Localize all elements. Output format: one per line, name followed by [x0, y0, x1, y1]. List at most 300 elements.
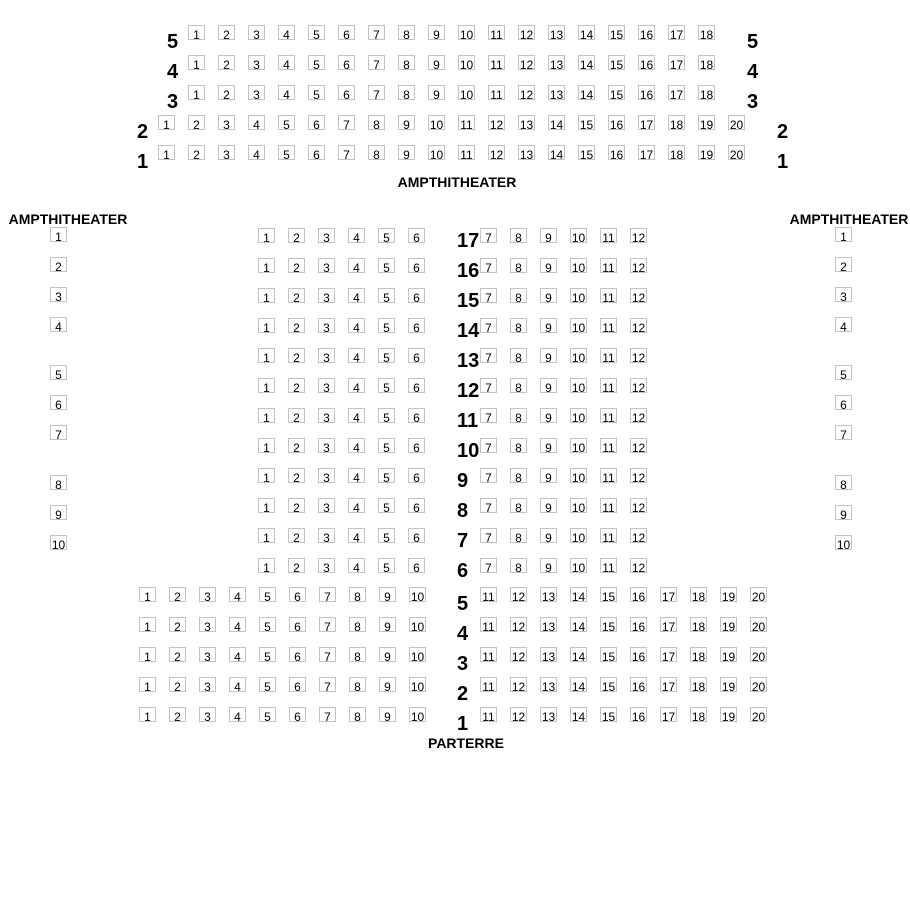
seat[interactable]: [608, 115, 625, 130]
seat[interactable]: [510, 348, 527, 363]
seat[interactable]: [218, 85, 235, 100]
seat[interactable]: [378, 258, 395, 273]
seat[interactable]: [540, 528, 557, 543]
seat[interactable]: [288, 228, 305, 243]
seat[interactable]: [378, 468, 395, 483]
seat[interactable]: [428, 55, 445, 70]
seat[interactable]: [540, 258, 557, 273]
seat[interactable]: [348, 438, 365, 453]
seat[interactable]: [258, 288, 275, 303]
seat[interactable]: [518, 25, 535, 40]
seat[interactable]: [835, 287, 852, 302]
seat[interactable]: [318, 258, 335, 273]
seat[interactable]: [428, 25, 445, 40]
seat[interactable]: [720, 707, 737, 722]
seat[interactable]: [668, 145, 685, 160]
seat[interactable]: [398, 115, 415, 130]
seat[interactable]: [690, 617, 707, 632]
seat[interactable]: [750, 647, 767, 662]
seat[interactable]: [540, 707, 557, 722]
seat[interactable]: [480, 378, 497, 393]
seat[interactable]: [188, 145, 205, 160]
seat[interactable]: [510, 288, 527, 303]
seat[interactable]: [409, 587, 426, 602]
seat[interactable]: [750, 617, 767, 632]
seat[interactable]: [668, 85, 685, 100]
seat[interactable]: [458, 55, 475, 70]
seat[interactable]: [630, 258, 647, 273]
seat[interactable]: [338, 25, 355, 40]
seat[interactable]: [488, 55, 505, 70]
seat[interactable]: [600, 647, 617, 662]
seat[interactable]: [348, 498, 365, 513]
seat[interactable]: [288, 498, 305, 513]
seat[interactable]: [570, 677, 587, 692]
seat[interactable]: [608, 145, 625, 160]
seat[interactable]: [318, 378, 335, 393]
seat[interactable]: [638, 115, 655, 130]
seat[interactable]: [480, 408, 497, 423]
seat[interactable]: [349, 617, 366, 632]
seat[interactable]: [229, 587, 246, 602]
seat[interactable]: [510, 498, 527, 513]
seat[interactable]: [319, 617, 336, 632]
seat[interactable]: [570, 408, 587, 423]
seat[interactable]: [378, 348, 395, 363]
seat[interactable]: [258, 468, 275, 483]
seat[interactable]: [480, 558, 497, 573]
seat[interactable]: [289, 707, 306, 722]
seat[interactable]: [378, 498, 395, 513]
seat[interactable]: [600, 318, 617, 333]
seat[interactable]: [349, 587, 366, 602]
seat[interactable]: [570, 587, 587, 602]
seat[interactable]: [510, 438, 527, 453]
seat[interactable]: [50, 227, 67, 242]
seat[interactable]: [540, 348, 557, 363]
seat[interactable]: [338, 115, 355, 130]
seat[interactable]: [318, 408, 335, 423]
seat[interactable]: [288, 348, 305, 363]
seat[interactable]: [835, 535, 852, 550]
seat[interactable]: [408, 378, 425, 393]
seat[interactable]: [379, 677, 396, 692]
seat[interactable]: [518, 145, 535, 160]
seat[interactable]: [278, 55, 295, 70]
seat[interactable]: [288, 258, 305, 273]
seat[interactable]: [630, 647, 647, 662]
seat[interactable]: [630, 587, 647, 602]
seat[interactable]: [188, 55, 205, 70]
seat[interactable]: [578, 25, 595, 40]
seat[interactable]: [338, 145, 355, 160]
seat[interactable]: [600, 438, 617, 453]
seat[interactable]: [510, 378, 527, 393]
seat[interactable]: [835, 395, 852, 410]
seat[interactable]: [368, 145, 385, 160]
seat[interactable]: [835, 365, 852, 380]
seat[interactable]: [229, 677, 246, 692]
seat[interactable]: [188, 85, 205, 100]
seat[interactable]: [630, 438, 647, 453]
seat[interactable]: [398, 25, 415, 40]
seat[interactable]: [698, 55, 715, 70]
seat[interactable]: [480, 707, 497, 722]
seat[interactable]: [50, 287, 67, 302]
seat[interactable]: [199, 677, 216, 692]
seat[interactable]: [348, 528, 365, 543]
seat[interactable]: [488, 25, 505, 40]
seat[interactable]: [408, 558, 425, 573]
seat[interactable]: [835, 317, 852, 332]
seat[interactable]: [368, 55, 385, 70]
seat[interactable]: [510, 318, 527, 333]
seat[interactable]: [540, 558, 557, 573]
seat[interactable]: [638, 85, 655, 100]
seat[interactable]: [480, 228, 497, 243]
seat[interactable]: [630, 677, 647, 692]
seat[interactable]: [480, 587, 497, 602]
seat[interactable]: [278, 115, 295, 130]
seat[interactable]: [289, 677, 306, 692]
seat[interactable]: [600, 348, 617, 363]
seat[interactable]: [600, 408, 617, 423]
seat[interactable]: [158, 115, 175, 130]
seat[interactable]: [570, 228, 587, 243]
seat[interactable]: [318, 348, 335, 363]
seat[interactable]: [480, 468, 497, 483]
seat[interactable]: [660, 617, 677, 632]
seat[interactable]: [668, 25, 685, 40]
seat[interactable]: [638, 55, 655, 70]
seat[interactable]: [169, 617, 186, 632]
seat[interactable]: [288, 438, 305, 453]
seat[interactable]: [398, 85, 415, 100]
seat[interactable]: [218, 115, 235, 130]
seat[interactable]: [288, 378, 305, 393]
seat[interactable]: [318, 558, 335, 573]
seat[interactable]: [379, 647, 396, 662]
seat[interactable]: [570, 348, 587, 363]
seat[interactable]: [139, 617, 156, 632]
seat[interactable]: [288, 408, 305, 423]
seat[interactable]: [50, 425, 67, 440]
seat[interactable]: [638, 145, 655, 160]
seat[interactable]: [169, 647, 186, 662]
seat[interactable]: [570, 647, 587, 662]
seat[interactable]: [409, 707, 426, 722]
seat[interactable]: [608, 85, 625, 100]
seat[interactable]: [338, 55, 355, 70]
seat[interactable]: [319, 707, 336, 722]
seat[interactable]: [199, 707, 216, 722]
seat[interactable]: [139, 647, 156, 662]
seat[interactable]: [409, 617, 426, 632]
seat[interactable]: [259, 707, 276, 722]
seat[interactable]: [258, 558, 275, 573]
seat[interactable]: [408, 468, 425, 483]
seat[interactable]: [408, 348, 425, 363]
seat[interactable]: [510, 707, 527, 722]
seat[interactable]: [690, 677, 707, 692]
seat[interactable]: [378, 228, 395, 243]
seat[interactable]: [570, 707, 587, 722]
seat[interactable]: [570, 558, 587, 573]
seat[interactable]: [248, 85, 265, 100]
seat[interactable]: [259, 647, 276, 662]
seat[interactable]: [690, 587, 707, 602]
seat[interactable]: [600, 587, 617, 602]
seat[interactable]: [199, 617, 216, 632]
seat[interactable]: [308, 25, 325, 40]
seat[interactable]: [600, 617, 617, 632]
seat[interactable]: [720, 617, 737, 632]
seat[interactable]: [458, 115, 475, 130]
seat[interactable]: [630, 498, 647, 513]
seat[interactable]: [600, 378, 617, 393]
seat[interactable]: [408, 408, 425, 423]
seat[interactable]: [660, 677, 677, 692]
seat[interactable]: [458, 25, 475, 40]
seat[interactable]: [480, 288, 497, 303]
seat[interactable]: [188, 115, 205, 130]
seat[interactable]: [408, 318, 425, 333]
seat[interactable]: [258, 318, 275, 333]
seat[interactable]: [318, 318, 335, 333]
seat[interactable]: [458, 145, 475, 160]
seat[interactable]: [408, 258, 425, 273]
seat[interactable]: [318, 228, 335, 243]
seat[interactable]: [338, 85, 355, 100]
seat[interactable]: [540, 617, 557, 632]
seat[interactable]: [600, 558, 617, 573]
seat[interactable]: [720, 587, 737, 602]
seat[interactable]: [50, 505, 67, 520]
seat[interactable]: [398, 55, 415, 70]
seat[interactable]: [750, 707, 767, 722]
seat[interactable]: [398, 145, 415, 160]
seat[interactable]: [698, 85, 715, 100]
seat[interactable]: [600, 677, 617, 692]
seat[interactable]: [348, 378, 365, 393]
seat[interactable]: [540, 228, 557, 243]
seat[interactable]: [258, 438, 275, 453]
seat[interactable]: [518, 85, 535, 100]
seat[interactable]: [540, 318, 557, 333]
seat[interactable]: [540, 378, 557, 393]
seat[interactable]: [510, 558, 527, 573]
seat[interactable]: [348, 468, 365, 483]
seat[interactable]: [248, 55, 265, 70]
seat[interactable]: [548, 55, 565, 70]
seat[interactable]: [278, 145, 295, 160]
seat[interactable]: [318, 438, 335, 453]
seat[interactable]: [660, 587, 677, 602]
seat[interactable]: [258, 228, 275, 243]
seat[interactable]: [378, 378, 395, 393]
seat[interactable]: [139, 707, 156, 722]
seat[interactable]: [600, 707, 617, 722]
seat[interactable]: [50, 395, 67, 410]
seat[interactable]: [510, 617, 527, 632]
seat[interactable]: [348, 288, 365, 303]
seat[interactable]: [698, 115, 715, 130]
seat[interactable]: [308, 115, 325, 130]
seat[interactable]: [690, 647, 707, 662]
seat[interactable]: [259, 587, 276, 602]
seat[interactable]: [570, 498, 587, 513]
seat[interactable]: [540, 288, 557, 303]
seat[interactable]: [428, 85, 445, 100]
seat[interactable]: [540, 468, 557, 483]
seat[interactable]: [348, 558, 365, 573]
seat[interactable]: [480, 498, 497, 513]
seat[interactable]: [50, 475, 67, 490]
seat[interactable]: [578, 145, 595, 160]
seat[interactable]: [510, 677, 527, 692]
seat[interactable]: [698, 145, 715, 160]
seat[interactable]: [548, 25, 565, 40]
seat[interactable]: [600, 228, 617, 243]
seat[interactable]: [750, 587, 767, 602]
seat[interactable]: [378, 558, 395, 573]
seat[interactable]: [728, 115, 745, 130]
seat[interactable]: [540, 647, 557, 662]
seat[interactable]: [308, 145, 325, 160]
seat[interactable]: [480, 528, 497, 543]
seat[interactable]: [378, 288, 395, 303]
seat[interactable]: [630, 348, 647, 363]
seat[interactable]: [630, 528, 647, 543]
seat[interactable]: [428, 115, 445, 130]
seat[interactable]: [349, 707, 366, 722]
seat[interactable]: [318, 288, 335, 303]
seat[interactable]: [428, 145, 445, 160]
seat[interactable]: [258, 258, 275, 273]
seat[interactable]: [278, 85, 295, 100]
seat[interactable]: [540, 438, 557, 453]
seat[interactable]: [258, 408, 275, 423]
seat[interactable]: [488, 145, 505, 160]
seat[interactable]: [570, 258, 587, 273]
seat[interactable]: [660, 707, 677, 722]
seat[interactable]: [288, 288, 305, 303]
seat[interactable]: [348, 348, 365, 363]
seat[interactable]: [258, 348, 275, 363]
seat[interactable]: [488, 115, 505, 130]
seat[interactable]: [835, 475, 852, 490]
seat[interactable]: [169, 677, 186, 692]
seat[interactable]: [248, 145, 265, 160]
seat[interactable]: [288, 468, 305, 483]
seat[interactable]: [630, 707, 647, 722]
seat[interactable]: [630, 318, 647, 333]
seat[interactable]: [259, 677, 276, 692]
seat[interactable]: [278, 25, 295, 40]
seat[interactable]: [540, 677, 557, 692]
seat[interactable]: [378, 438, 395, 453]
seat[interactable]: [540, 408, 557, 423]
seat[interactable]: [258, 528, 275, 543]
seat[interactable]: [480, 348, 497, 363]
seat[interactable]: [480, 258, 497, 273]
seat[interactable]: [570, 318, 587, 333]
seat[interactable]: [750, 677, 767, 692]
seat[interactable]: [288, 558, 305, 573]
seat[interactable]: [578, 115, 595, 130]
seat[interactable]: [378, 408, 395, 423]
seat[interactable]: [289, 647, 306, 662]
seat[interactable]: [510, 587, 527, 602]
seat[interactable]: [518, 55, 535, 70]
seat[interactable]: [158, 145, 175, 160]
seat[interactable]: [218, 145, 235, 160]
seat[interactable]: [480, 677, 497, 692]
seat[interactable]: [50, 317, 67, 332]
seat[interactable]: [50, 535, 67, 550]
seat[interactable]: [348, 408, 365, 423]
seat[interactable]: [259, 617, 276, 632]
seat[interactable]: [600, 258, 617, 273]
seat[interactable]: [608, 55, 625, 70]
seat[interactable]: [630, 378, 647, 393]
seat[interactable]: [308, 55, 325, 70]
seat[interactable]: [518, 115, 535, 130]
seat[interactable]: [248, 115, 265, 130]
seat[interactable]: [578, 85, 595, 100]
seat[interactable]: [50, 365, 67, 380]
seat[interactable]: [570, 528, 587, 543]
seat[interactable]: [379, 707, 396, 722]
seat[interactable]: [169, 707, 186, 722]
seat[interactable]: [720, 677, 737, 692]
seat[interactable]: [409, 647, 426, 662]
seat[interactable]: [408, 288, 425, 303]
seat[interactable]: [510, 528, 527, 543]
seat[interactable]: [510, 228, 527, 243]
seat[interactable]: [169, 587, 186, 602]
seat[interactable]: [319, 647, 336, 662]
seat[interactable]: [229, 617, 246, 632]
seat[interactable]: [630, 408, 647, 423]
seat[interactable]: [698, 25, 715, 40]
seat[interactable]: [378, 528, 395, 543]
seat[interactable]: [570, 617, 587, 632]
seat[interactable]: [835, 257, 852, 272]
seat[interactable]: [835, 227, 852, 242]
seat[interactable]: [409, 677, 426, 692]
seat[interactable]: [368, 85, 385, 100]
seat[interactable]: [570, 468, 587, 483]
seat[interactable]: [668, 115, 685, 130]
seat[interactable]: [199, 587, 216, 602]
seat[interactable]: [668, 55, 685, 70]
seat[interactable]: [835, 505, 852, 520]
seat[interactable]: [548, 145, 565, 160]
seat[interactable]: [248, 25, 265, 40]
seat[interactable]: [510, 258, 527, 273]
seat[interactable]: [348, 228, 365, 243]
seat[interactable]: [480, 647, 497, 662]
seat[interactable]: [458, 85, 475, 100]
seat[interactable]: [289, 617, 306, 632]
seat[interactable]: [218, 25, 235, 40]
seat[interactable]: [379, 587, 396, 602]
seat[interactable]: [288, 318, 305, 333]
seat[interactable]: [408, 528, 425, 543]
seat[interactable]: [510, 408, 527, 423]
seat[interactable]: [540, 498, 557, 513]
